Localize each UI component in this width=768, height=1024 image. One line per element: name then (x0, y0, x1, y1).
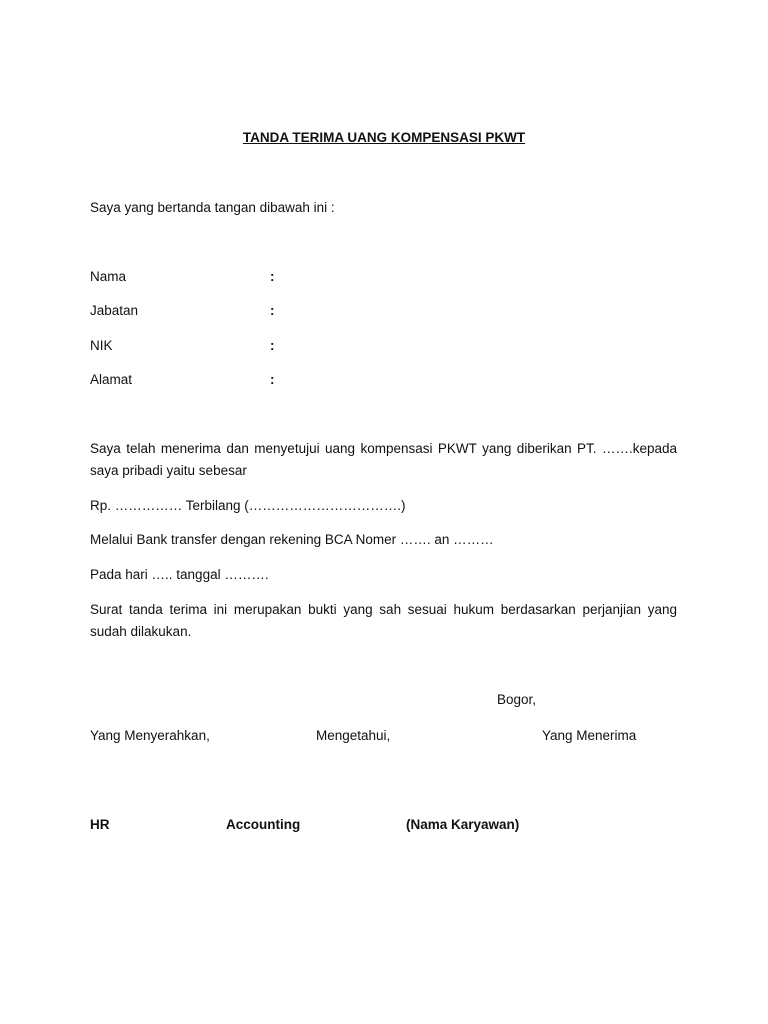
paragraph-received: Saya telah menerima dan menyetujui uang kompensasi PKWT yang diberikan PT. …….kepada saya pribadi yaitu sebesar (90, 441, 677, 478)
field-colon-nama: : (270, 269, 275, 284)
field-label-nama: Nama (90, 269, 127, 284)
field-label-alamat: Alamat (90, 372, 133, 387)
signer-name-witness: Accounting (226, 817, 301, 832)
date-line: Pada hari ….. tanggal ………. (90, 567, 269, 582)
field-colon-jabatan: : (270, 303, 275, 318)
signer-role-giver: Yang Menyerahkan, (90, 728, 210, 743)
signer-role-receiver: Yang Menerima (542, 728, 637, 743)
bank-line: Melalui Bank transfer dengan rekening BCA Nomer ……. an ……… (90, 532, 494, 547)
field-colon-alamat: : (270, 372, 275, 387)
signer-role-witness: Mengetahui, (316, 728, 391, 743)
paragraph-valid: Surat tanda terima ini merupakan bukti yang sah sesuai hukum berdasarkan perjanjian yang sudah dilakukan. (90, 602, 677, 639)
amount-line: Rp. …………… Terbilang (…………………………….) (90, 498, 406, 513)
signer-name-receiver: (Nama Karyawan) (406, 817, 520, 832)
field-label-jabatan: Jabatan (90, 303, 139, 318)
intro-text: Saya yang bertanda tangan dibawah ini : (90, 200, 335, 215)
place-label: Bogor, (497, 692, 537, 707)
field-label-nik: NIK (90, 338, 113, 353)
field-colon-nik: : (270, 338, 275, 353)
document-title: TANDA TERIMA UANG KOMPENSASI PKWT (242, 130, 526, 145)
signer-name-giver: HR (90, 817, 110, 832)
